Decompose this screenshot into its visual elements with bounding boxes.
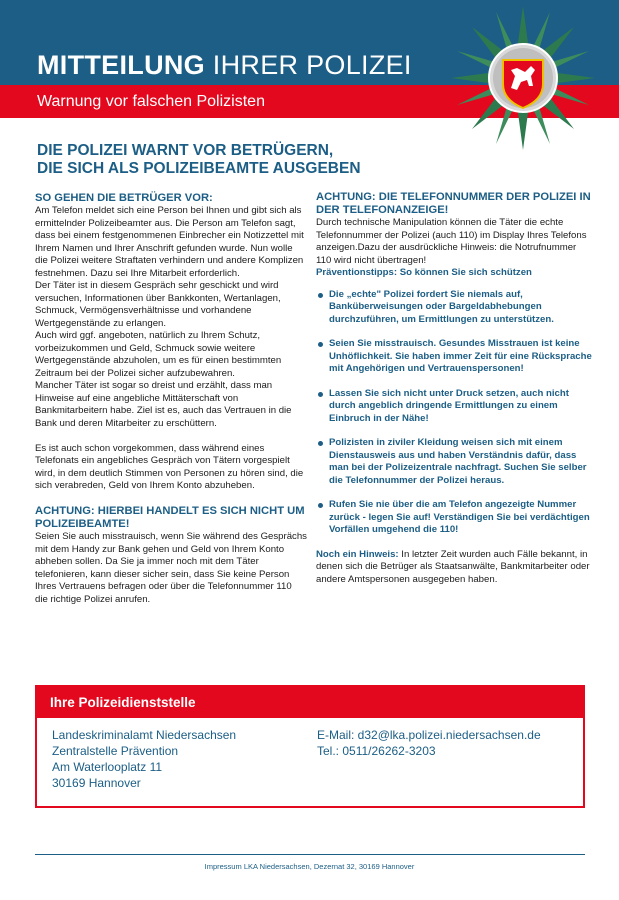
additional-hint xyxy=(316,549,594,587)
paragraph-4: Mancher Täter ist sogar so dreist und erzählt, dass man Hinweise auf eine angebliche Mittäterschaft von Bankmitarbeitern habe. Ziel ist es, auch das Vertrauen in die Bank und deren Mitarbeiter zu erschüttern. xyxy=(35,380,292,429)
tip-item: Rufen Sie nie über die am Telefon angezeigte Nummer zurück - legen Sie auf! Verständigen Sie bei verdächtigen Vorfällen umgehend die 110! xyxy=(316,499,594,537)
footer-divider xyxy=(35,854,585,855)
section-title-not-police: ACHTUNG: HIERBEI HANDELT ES SICH NICHT UM POLIZEIBEAMTE! xyxy=(35,505,305,530)
hint-text: In letzter Zeit wurden auch Fälle bekannt, in denen sich die Betrüger als Staatsanwälte, Bankmitarbeiter oder andere Amtspersonen ausgegeben haben. xyxy=(316,548,590,585)
tip-item: Lassen Sie sich nicht unter Druck setzen, auch nicht durch angeblich dringende Ermittlungen zu einem Einbruch in der Nähe! xyxy=(316,388,594,426)
page-subtitle: Warnung vor falschen Polizisten xyxy=(37,93,265,110)
station-contact xyxy=(317,727,541,759)
police-star-badge-icon xyxy=(448,6,598,156)
headline-line-2: DIE SICH ALS POLIZEIBEAMTE AUSGEBEN xyxy=(37,160,361,177)
tip-item: Die „echte" Polizei fordert Sie niemals auf, Banküberweisungen oder Bargeldabhebungen durchzuführen, um Ermittlungen zu unterstützen. xyxy=(316,289,594,327)
address-line: Am Waterlooplatz 11 xyxy=(52,760,163,774)
paragraph-6: Seien Sie auch misstrauisch, wenn Sie während des Gesprächs mit dem Handy zur Bank gehen und Geld von Ihrem Konto abheben sollen. Da Sie ja immer noch mit dem Täter telefonieren, kann dieser sicher sein, dass Sie keine Person Ihres Vertrauens befragen oder über die Telefonnummer 110 die richtige Polizei anrufen. xyxy=(35,531,307,605)
prevention-tips-list xyxy=(316,289,594,537)
hint-label: Noch ein Hinweis: xyxy=(316,548,399,560)
email-link[interactable]: E-Mail: d32@lka.polizei.niedersachsen.de xyxy=(317,728,541,742)
police-station-box xyxy=(35,685,585,808)
spacer xyxy=(35,430,307,443)
station-title: Ihre Polizeidienststelle xyxy=(37,687,583,718)
prevention-tips-heading: Präventionstipps: So können Sie sich schützen xyxy=(316,267,532,278)
paragraph-5: Es ist auch schon vorgekommen, dass während eines Telefonats ein angebliches Gespräch von Tätern vorgespielt wird, in dem deutlich Stimmen von Personen zu hören sind, die sich verabreden, Geld von Ihrem Konto abzuheben. xyxy=(35,442,304,491)
phone-number[interactable]: Tel.: 0511/26262-3203 xyxy=(317,744,436,758)
section-title-procedure: SO GEHEN DIE BETRÜGER VOR: xyxy=(35,192,213,204)
section-title-caller-id: ACHTUNG: DIE TELEFONNUMMER DER POLIZEI IN DER TELEFONANZEIGE! xyxy=(316,191,591,216)
right-column xyxy=(316,191,594,586)
address-line: Zentralstelle Prävention xyxy=(52,744,179,758)
headline-line-1: DIE POLIZEI WARNT VOR BETRÜGERN, xyxy=(37,142,334,159)
page-title-rest: IHRER POLIZEI xyxy=(212,50,412,80)
address-line: 30169 Hannover xyxy=(52,776,141,790)
paragraph-3: Auch wird ggf. angeboten, natürlich zu Ihrem Schutz, vorbeizukommen und Geld, Schmuck sowie weitere Wertgegenstände abzuholen, um es für einen bestimmten Zeitraum bei der Polizei sicher aufzubewahren. xyxy=(35,330,282,379)
impressum-footer: Impressum LKA Niedersachsen, Dezernat 32, 30169 Hannover xyxy=(204,862,415,871)
spacer xyxy=(35,493,307,506)
left-column xyxy=(35,192,307,606)
tip-item: Polizisten in ziviler Kleidung weisen sich mit einem Dienstausweis aus und haben Verständnis dafür, dass man bei der Polizeizentrale nachfragt. Suchen Sie selber die Telefonnummer der Polizei heraus. xyxy=(316,437,594,487)
caller-id-intro: Durch technische Manipulation können die Täter die echte Telefonnummer der Polizei (auch 110) im Display Ihres Telefons anzeigen.Dazu der ausdrückliche Hinweis: die Notrufnummer 110 wird nicht übertragen! xyxy=(316,217,587,266)
paragraph-1: Am Telefon meldet sich eine Person bei Ihnen und gibt sich als ermittelnder Polizeibeamter aus. Die Person am Telefon sagt, dass bei einem festgenommenen Einbrecher ein Notizzettel mit Ihrem Namen und Ihrer Anschrift gefunden wurde. Nun wolle die Polizei weitere Straftaten verhindern und andere Komplizen festnehmen. Dazu sei Ihre Mitarbeit erforderlich. xyxy=(35,205,304,279)
address-line: Landeskriminalamt Niedersachsen xyxy=(52,728,237,742)
main-headline xyxy=(37,142,577,178)
page-title-bold: MITTEILUNG xyxy=(37,50,205,80)
tip-item: Seien Sie misstrauisch. Gesundes Misstrauen ist keine Unhöflichkeit. Sie haben immer Zeit für eine Rücksprache mit Angehörigen und Vertrauenspersonen! xyxy=(316,338,594,376)
station-address xyxy=(52,727,236,791)
page-title xyxy=(37,50,412,80)
paragraph-2: Der Täter ist in diesem Gespräch sehr geschickt und wird versuchen, Informationen über Bankkonten, Wertanlagen, Schmuck, Vermögensverhältnisse und vorhandene Wertgegenstände zu erlangen. xyxy=(35,280,281,329)
